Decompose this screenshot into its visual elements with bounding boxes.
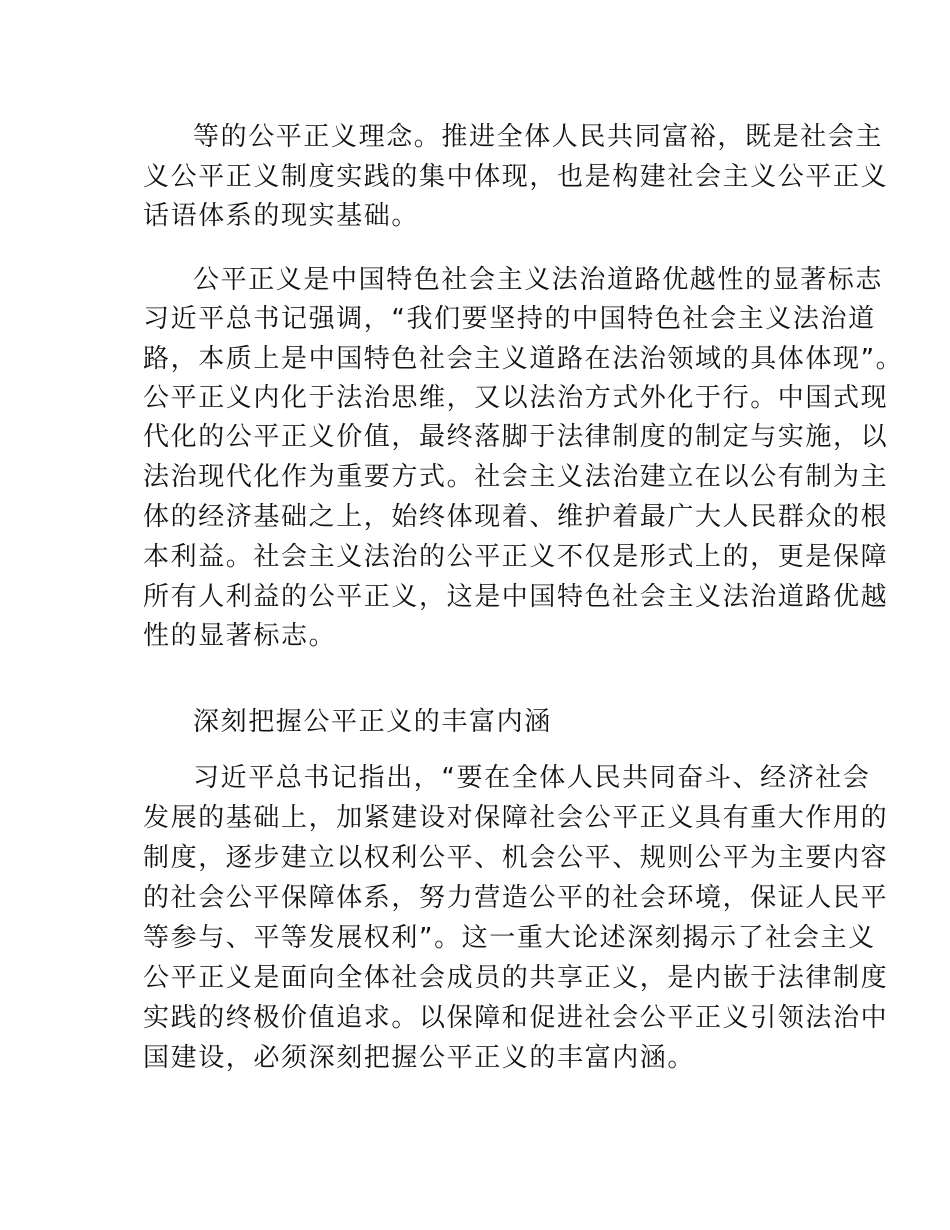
paragraph-line: 话语体系的现实基础。 <box>143 201 420 231</box>
paragraph-line: 所有人利益的公平正义，这是中国特色社会主义法治道路优越 <box>143 582 889 612</box>
paragraph-line: 习近平总书记强调，“我们要坚持的中国特色社会主义法治道 <box>143 304 876 334</box>
section-heading: 深刻把握公平正义的丰富内涵 <box>193 707 552 737</box>
paragraph-line: 发展的基础上，加紧建设对保障社会公平正义具有重大作用的 <box>143 803 889 833</box>
paragraph-line: 路，本质上是中国特色社会主义道路在法治领域的具体体现”。 <box>143 344 904 374</box>
paragraph-line: 实践的终极价值追求。以保障和促进社会公平正义引领法治中 <box>143 1003 889 1033</box>
paragraph-line: 公平正义是面向全体社会成员的共享正义，是内嵌于法律制度 <box>143 963 889 993</box>
paragraph-line: 本利益。社会主义法治的公平正义不仅是形式上的，更是保障 <box>143 542 889 572</box>
paragraph-line: 习近平总书记指出，“要在全体人民共同奋斗、经济社会 <box>193 763 871 793</box>
paragraph-line: 国建设，必须深刻把握公平正义的丰富内涵。 <box>143 1043 696 1073</box>
paragraph-line: 法治现代化作为重要方式。社会主义法治建立在以公有制为主 <box>143 462 889 492</box>
paragraph-line: 等的公平正义理念。推进全体人民共同富裕，既是社会主 <box>193 122 884 152</box>
paragraph-line: 义公平正义制度实践的集中体现，也是构建社会主义公平正义 <box>143 162 889 192</box>
paragraph-line: 代化的公平正义价值，最终落脚于法律制度的制定与实施，以 <box>143 422 889 452</box>
paragraph-line: 等参与、平等发展权利”。这一重大论述深刻揭示了社会主义 <box>143 923 876 953</box>
paragraph-line: 体的经济基础之上，始终体现着、维护着最广大人民群众的根 <box>143 502 889 532</box>
paragraph-line: 性的显著标志。 <box>143 621 337 651</box>
paragraph-line: 的社会公平保障体系，努力营造公平的社会环境，保证人民平 <box>143 883 889 913</box>
paragraph-line: 制度，逐步建立以权利公平、机会公平、规则公平为主要内容 <box>143 843 889 873</box>
paragraph-line: 公平正义内化于法治思维，又以法治方式外化于行。中国式现 <box>143 383 889 413</box>
paragraph-line: 公平正义是中国特色社会主义法治道路优越性的显著标志 <box>193 265 884 295</box>
